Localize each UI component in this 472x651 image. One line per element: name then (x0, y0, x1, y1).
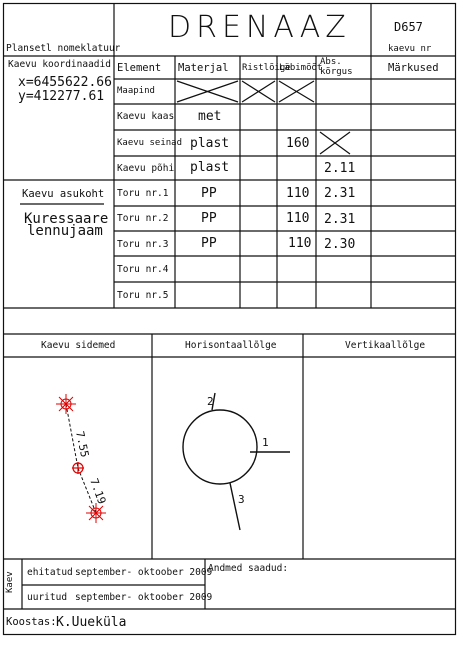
coords-label: Kaevu koordinaadid (8, 59, 111, 70)
location-line2: lennujaam (27, 223, 103, 239)
row-element: Toru nr.1 (117, 188, 169, 199)
andmed-label: Andmed saadud: (208, 563, 289, 574)
col-element: Element (117, 62, 162, 74)
row-labimoot: 110 (286, 211, 310, 226)
well-id-caption: kaevu nr (388, 44, 432, 54)
row-element: Toru nr.5 (117, 290, 169, 301)
col-labimoot: Läbimõõt (279, 63, 323, 73)
start-marker-top (56, 394, 76, 414)
row-abs: 2.31 (324, 212, 356, 227)
uuritud-label: uuritud (27, 592, 68, 603)
distance-label-2: 7.19 (87, 476, 109, 506)
row-abs: 2.11 (324, 161, 356, 176)
koostas-label: Koostas: (6, 616, 57, 628)
koostas-value: K.Uueküla (56, 615, 127, 630)
ehitatud-label: ehitatud (27, 567, 73, 578)
section-vertikaal: Vertikaallõlge (345, 340, 426, 351)
document-title: DRENAAZ (168, 10, 351, 45)
row-element: Toru nr.2 (117, 213, 169, 224)
section-sidemed: Kaevu sidemed (41, 340, 116, 351)
pipe-2-label: 2 (207, 395, 214, 408)
row-labimoot: 110 (288, 236, 312, 251)
sidemed-drawing (40, 380, 140, 540)
row-material: met (198, 109, 222, 124)
pipe-1-label: 1 (262, 436, 269, 449)
section-horisontaal: Horisontaallõlge (185, 340, 277, 351)
pipe-3-line (230, 483, 240, 530)
kaev-label: Kaev (5, 571, 15, 593)
row-element: Maapind (117, 86, 155, 96)
col-markused: Märkused (388, 62, 439, 74)
col-abs-2: kõrgus (320, 67, 353, 77)
row-material: PP (201, 211, 217, 226)
row-element: Toru nr.4 (117, 264, 169, 275)
col-material: Materjal (178, 62, 229, 74)
row-element: Kaevu põhi (117, 163, 175, 174)
location-line1: Kuressaare (24, 211, 109, 227)
ehitatud-value: september- oktoober 2009 (75, 567, 213, 578)
row-material: plast (190, 136, 230, 151)
plan-label: Plansetl nomeklatuur (6, 43, 121, 54)
distance-label-1: 7.55 (73, 429, 92, 459)
location-label: Kaevu asukoht (22, 188, 105, 200)
well-marker (72, 462, 84, 474)
row-material: PP (201, 236, 217, 251)
coord-x: x=6455622.66 (18, 75, 112, 90)
start-marker-bottom (86, 503, 106, 523)
col-ristloige: Ristlõige (242, 63, 291, 73)
coord-y: y=412277.61 (18, 89, 105, 104)
row-material: PP (201, 186, 217, 201)
row-abs: 2.30 (324, 237, 356, 252)
row-material: plast (190, 160, 230, 175)
row-abs: 2.31 (324, 186, 356, 201)
row-element: Kaevu kaas (117, 111, 175, 122)
pipe-3-label: 3 (238, 493, 245, 506)
well-circle (183, 410, 257, 484)
col-abs-1: Abs. (320, 57, 342, 67)
uuritud-value: september- oktoober 2009 (75, 592, 213, 603)
row-labimoot: 160 (286, 136, 310, 151)
row-element: Kaevu seinad (117, 138, 183, 148)
row-labimoot: 110 (286, 186, 310, 201)
well-id: D657 (394, 20, 423, 34)
row-element: Toru nr.3 (117, 239, 169, 250)
horisontaal-drawing (170, 380, 300, 540)
